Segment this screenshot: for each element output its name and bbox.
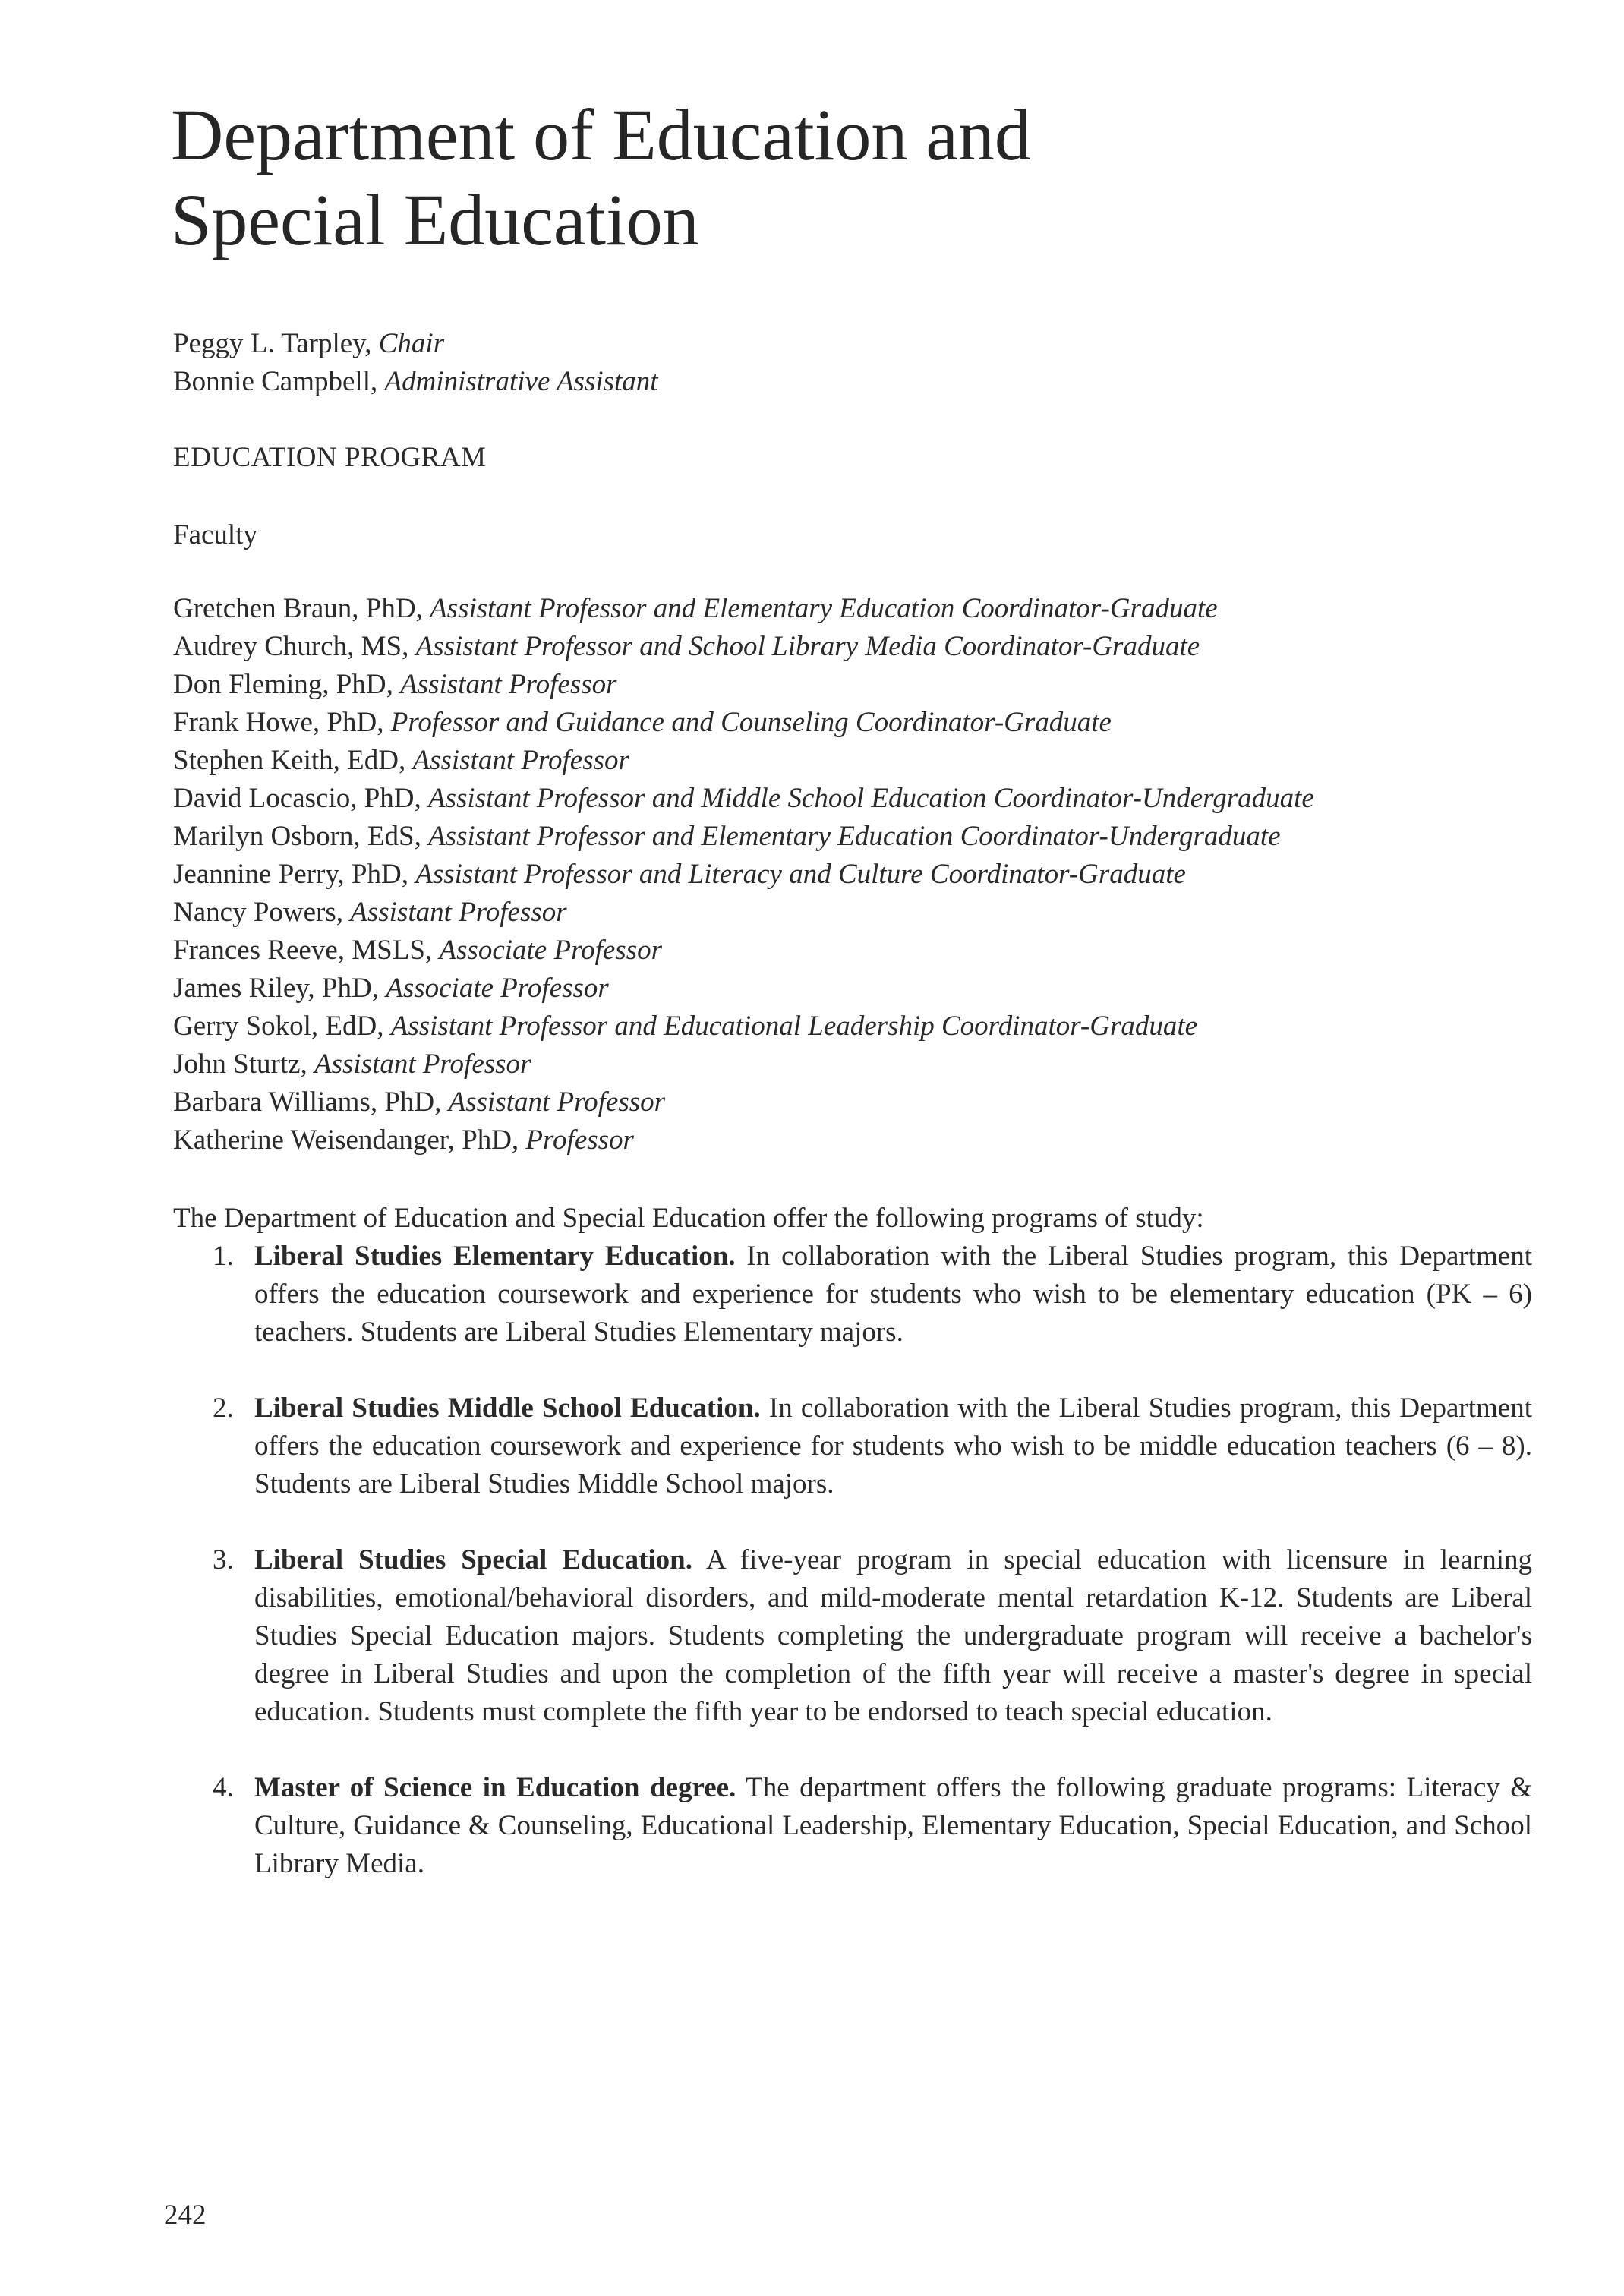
faculty-member bbox=[173, 590, 1314, 628]
program-item bbox=[173, 1541, 1532, 1731]
faculty-name: Frances Reeve, MSLS, bbox=[173, 935, 440, 966]
faculty-member bbox=[173, 818, 1314, 856]
faculty-title: Assistant Professor bbox=[350, 897, 567, 928]
program-description: A five-year program in special education with licensure in learning disabilities, emotional/behavioral disorders, and mild-moderate mental retardation K-12. Students are Liberal Studies Special Education majors. Students completing the undergraduate program will receive a bachelor's degree in Liberal Studies and upon the completion of the fifth year will receive a master's degree in special education. Students must complete the fifth year to be endorsed to teach special education. bbox=[254, 1544, 1532, 1727]
program-name: Liberal Studies Middle School Education. bbox=[254, 1392, 761, 1424]
faculty-title: Assistant Professor and Educational Leadership Coordinator-Graduate bbox=[390, 1011, 1198, 1042]
faculty-name: Barbara Williams, PhD, bbox=[173, 1086, 449, 1118]
faculty-title: Assistant Professor bbox=[412, 745, 629, 776]
program-name: Master of Science in Education degree. bbox=[254, 1772, 736, 1803]
faculty-name: Don Fleming, PhD, bbox=[173, 669, 401, 700]
faculty-name: Marilyn Osborn, EdS, bbox=[173, 821, 429, 852]
faculty-name: David Locascio, PhD, bbox=[173, 783, 429, 814]
program-item bbox=[173, 1769, 1532, 1883]
faculty-member bbox=[173, 742, 1314, 780]
faculty-member bbox=[173, 666, 1314, 704]
faculty-member bbox=[173, 894, 1314, 932]
faculty-title: Professor and Guidance and Counseling Coordinator-Graduate bbox=[390, 707, 1112, 738]
staff-line-assistant bbox=[173, 363, 658, 401]
faculty-title: Associate Professor bbox=[386, 973, 609, 1004]
staff-role: Administrative Assistant bbox=[384, 366, 658, 397]
faculty-name: Gretchen Braun, PhD, bbox=[173, 593, 430, 624]
programs-list bbox=[173, 1238, 1532, 1883]
faculty-title: Assistant Professor and School Library Media Coordinator-Graduate bbox=[415, 631, 1200, 662]
program-heading: EDUCATION PROGRAM bbox=[173, 442, 487, 473]
program-item bbox=[173, 1238, 1532, 1351]
staff-role: Chair bbox=[378, 328, 445, 359]
faculty-member bbox=[173, 1083, 1314, 1121]
page-title-line-1: Department of Education and bbox=[171, 94, 1031, 175]
faculty-title: Assistant Professor bbox=[314, 1049, 531, 1080]
program-name: Liberal Studies Elementary Education. bbox=[254, 1241, 736, 1272]
faculty-title: Associate Professor bbox=[439, 935, 663, 966]
faculty-member bbox=[173, 1008, 1314, 1046]
program-number: 1. bbox=[213, 1241, 234, 1272]
faculty-title: Assistant Professor bbox=[448, 1086, 666, 1118]
faculty-name: Stephen Keith, EdD, bbox=[173, 745, 413, 776]
faculty-member bbox=[173, 780, 1314, 818]
program-number: 2. bbox=[213, 1392, 234, 1424]
faculty-member bbox=[173, 628, 1314, 666]
program-number: 4. bbox=[213, 1772, 234, 1803]
program-name: Liberal Studies Special Education. bbox=[254, 1544, 693, 1575]
faculty-name: John Sturtz, bbox=[173, 1049, 315, 1080]
program-description: In collaboration with the Liberal Studies program, this Department offers the education coursework and experience for students who wish to be middle education teachers (6 – 8). Students are Liberal Studies Middle School majors. bbox=[254, 1392, 1533, 1500]
faculty-name: Audrey Church, MS, bbox=[173, 631, 416, 662]
program-number: 3. bbox=[213, 1544, 234, 1575]
page-number: 242 bbox=[164, 2200, 207, 2231]
faculty-name: Nancy Powers, bbox=[173, 897, 351, 928]
page-title bbox=[171, 93, 1462, 263]
faculty-heading: Faculty bbox=[173, 519, 257, 550]
program-description: In collaboration with the Liberal Studies program, this Department offers the education coursework and experience for students who wish to be elementary education (PK – 6) teachers. Students are Liberal Studies Elementary majors. bbox=[254, 1241, 1533, 1348]
faculty-member bbox=[173, 970, 1314, 1008]
faculty-name: Katherine Weisendanger, PhD, bbox=[173, 1124, 526, 1156]
staff-name: Peggy L. Tarpley, bbox=[173, 328, 379, 359]
faculty-member bbox=[173, 856, 1314, 894]
faculty-title: Assistant Professor and Middle School Education Coordinator-Undergraduate bbox=[428, 783, 1314, 814]
program-item bbox=[173, 1389, 1532, 1503]
page-title-line-2: Special Education bbox=[171, 179, 699, 260]
staff-block bbox=[173, 325, 658, 401]
faculty-list bbox=[173, 590, 1314, 1159]
faculty-member bbox=[173, 1046, 1314, 1083]
faculty-member bbox=[173, 932, 1314, 970]
faculty-title: Assistant Professor and Elementary Education Coordinator-Graduate bbox=[430, 593, 1218, 624]
faculty-member bbox=[173, 704, 1314, 742]
staff-name: Bonnie Campbell, bbox=[173, 366, 385, 397]
faculty-name: Gerry Sokol, EdD, bbox=[173, 1011, 391, 1042]
staff-line-chair bbox=[173, 325, 658, 363]
faculty-title: Assistant Professor and Literacy and Culture Coordinator-Graduate bbox=[415, 859, 1186, 890]
faculty-member bbox=[173, 1121, 1314, 1159]
programs-intro: The Department of Education and Special Education offer the following programs of study: bbox=[173, 1203, 1204, 1234]
faculty-name: Frank Howe, PhD, bbox=[173, 707, 391, 738]
program-description: The department offers the following graduate programs: Literacy & Culture, Guidance & Counseling, Educational Leadership, Elementary Education, Special Education, and School Library Media. bbox=[254, 1772, 1532, 1879]
faculty-name: Jeannine Perry, PhD, bbox=[173, 859, 416, 890]
faculty-name: James Riley, PhD, bbox=[173, 973, 386, 1004]
faculty-title: Professor bbox=[525, 1124, 634, 1156]
faculty-title: Assistant Professor and Elementary Education Coordinator-Undergraduate bbox=[428, 821, 1281, 852]
faculty-title: Assistant Professor bbox=[400, 669, 617, 700]
